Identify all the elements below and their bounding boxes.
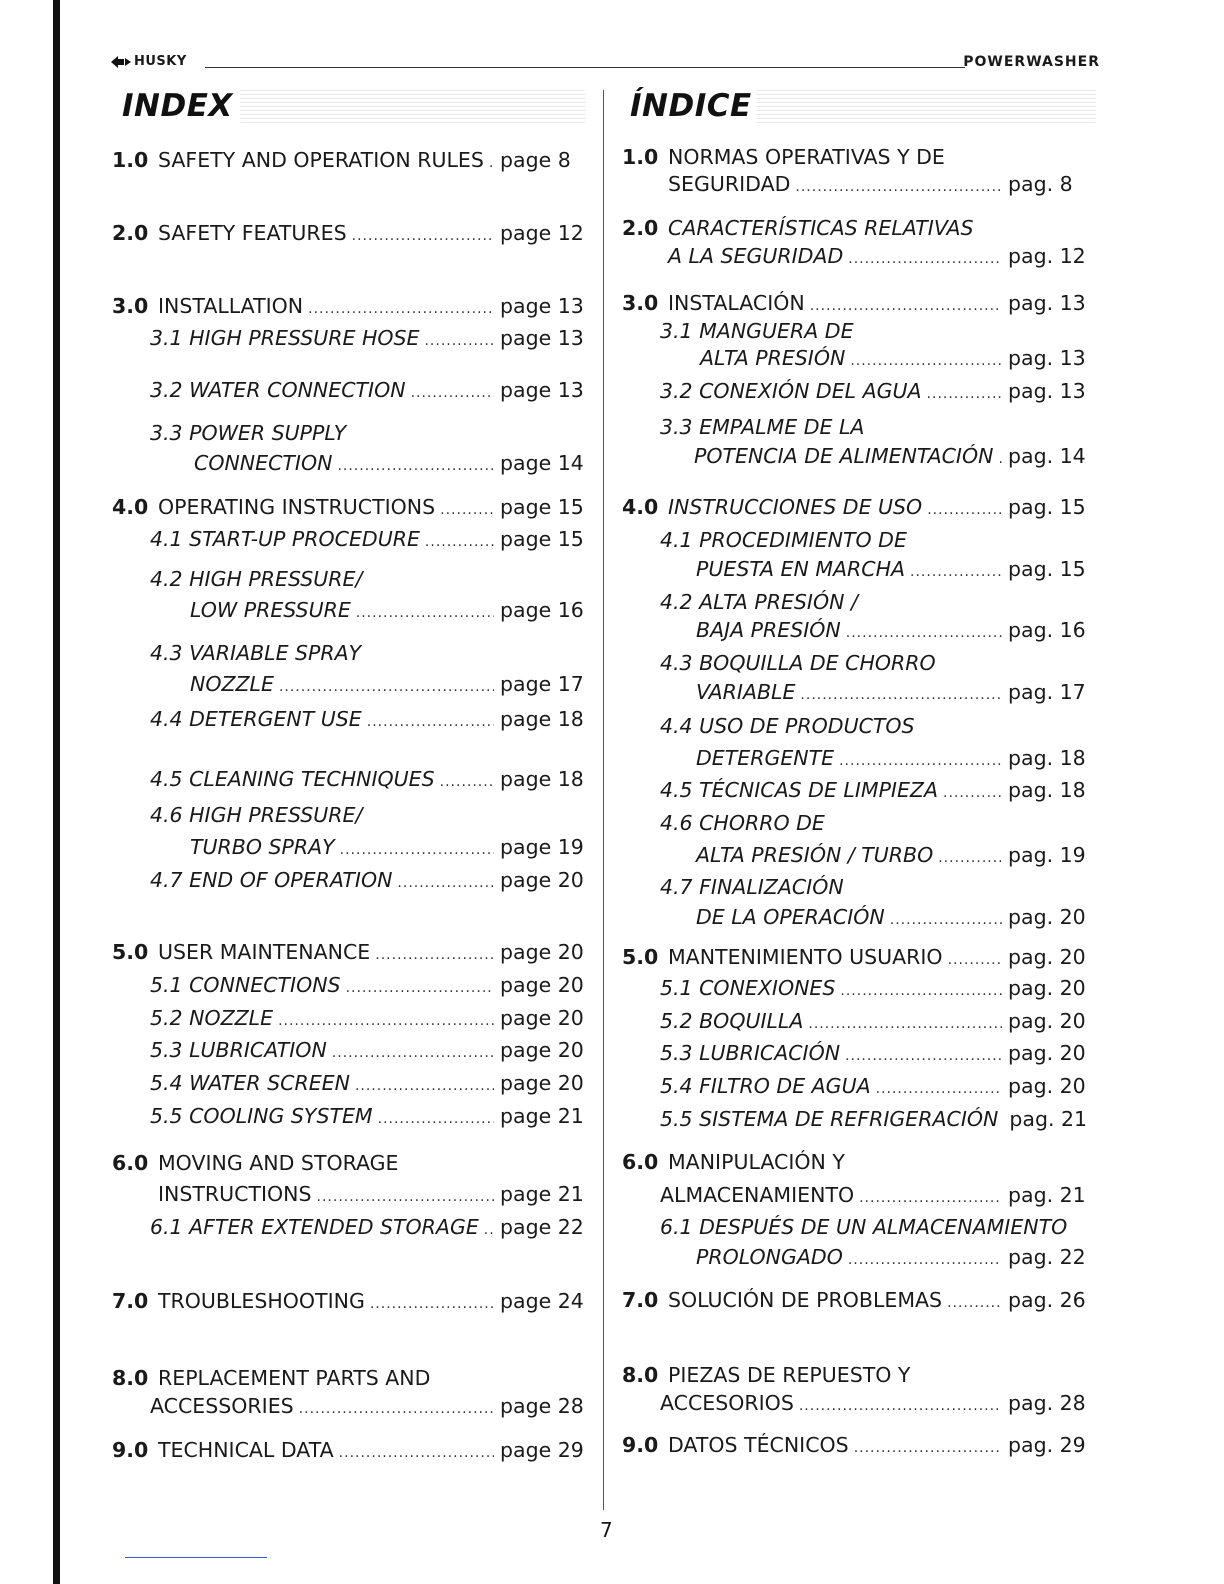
toc-entry	[622, 714, 1084, 738]
toc-entry	[112, 1151, 578, 1175]
toc-entry	[112, 378, 584, 405]
page-reference: pag. 15	[1008, 495, 1086, 519]
toc-entry	[112, 1289, 584, 1316]
dot-leader	[424, 329, 494, 353]
index-title: INDEX	[122, 88, 233, 124]
dot-leader	[317, 1185, 494, 1209]
toc-entry	[112, 940, 584, 967]
page-reference: page 21	[500, 1182, 584, 1206]
entry-title: USER MAINTENANCE	[158, 940, 371, 964]
page-reference: pag. 21	[1008, 1183, 1086, 1207]
entry-title: NORMAS OPERATIVAS Y DE	[668, 145, 945, 169]
section-number: 1.0	[112, 148, 149, 172]
entry-title: 3.1 HIGH PRESSURE HOSE	[150, 326, 420, 350]
dot-leader	[845, 1044, 1002, 1068]
toc-entry	[112, 1394, 584, 1421]
entry-title: INSTALACIÓN	[668, 291, 805, 315]
page-reference: pag. 8	[1008, 172, 1073, 196]
page-reference: page 15	[500, 527, 584, 551]
dot-leader	[367, 710, 494, 734]
page-reference: pag. 29	[1008, 1433, 1086, 1457]
entry-title: BAJA PRESIÓN	[696, 618, 841, 642]
entry-title: TECHNICAL DATA	[158, 1438, 334, 1462]
entry-title: 5.3 LUBRICATION	[150, 1038, 327, 1062]
entry-title: DETERGENTE	[696, 746, 835, 770]
dot-leader	[378, 1107, 494, 1131]
dot-leader	[799, 1394, 1002, 1418]
entry-title: 4.7 FINALIZACIÓN	[660, 875, 844, 899]
toc-entry	[622, 945, 1084, 972]
dot-leader	[810, 294, 1002, 318]
page-reference: pag. 20	[1008, 1009, 1086, 1033]
entry-title: MOVING AND STORAGE	[158, 1151, 399, 1175]
brand-name: HUSKY	[134, 54, 187, 69]
toc-entry	[112, 294, 584, 321]
entry-title: 3.1 MANGUERA DE	[660, 319, 854, 343]
entry-title: DE LA OPERACIÓN	[696, 905, 885, 929]
toc-entry	[622, 1150, 1084, 1174]
page-reference: page 13	[500, 378, 584, 402]
dot-leader	[848, 1248, 1002, 1272]
page-reference: pag. 20	[1008, 1041, 1086, 1065]
page-reference: page 20	[500, 973, 584, 997]
toc-entry	[622, 291, 1084, 318]
section-number: 2.0	[622, 216, 659, 240]
entry-title: POTENCIA DE ALIMENTACIÓN	[694, 444, 994, 468]
toc-entry	[112, 1104, 584, 1131]
entry-title: 4.4 DETERGENT USE	[150, 707, 362, 731]
dot-leader	[375, 943, 494, 967]
binding-edge-line	[53, 0, 60, 1584]
indice-title: ÍNDICE	[630, 88, 752, 124]
page-reference: pag. 16	[1008, 618, 1086, 642]
page-reference: pag. 21	[1009, 1107, 1088, 1131]
page-reference: page 19	[500, 835, 584, 859]
dot-leader	[370, 1292, 494, 1316]
dot-leader	[927, 382, 1002, 406]
toc-entry	[622, 811, 1084, 835]
dot-leader	[337, 454, 494, 478]
dot-leader	[854, 1436, 1002, 1460]
toc-entry	[622, 1363, 1084, 1387]
dot-leader	[299, 1397, 494, 1421]
toc-entry	[622, 1009, 1084, 1036]
dot-leader	[795, 175, 1002, 199]
entry-title: REPLACEMENT PARTS AND	[158, 1366, 431, 1390]
page-reference: page 20	[500, 940, 584, 964]
toc-entry	[112, 767, 584, 794]
toc-entry	[622, 495, 1084, 522]
section-number: 8.0	[622, 1363, 659, 1387]
page-reference: page 20	[500, 868, 584, 892]
dot-leader	[308, 297, 494, 321]
entry-title: OPERATING INSTRUCTIONS	[158, 495, 436, 519]
entry-title: 5.2 BOQUILLA	[660, 1009, 804, 1033]
section-number: 9.0	[112, 1438, 149, 1462]
toc-entry	[622, 145, 1084, 169]
page-reference: pag. 20	[1008, 1074, 1086, 1098]
toc-entry	[622, 1288, 1084, 1315]
dot-leader	[998, 447, 1002, 471]
entry-title: 5.5 SISTEMA DE REFRIGERACIÓN	[660, 1107, 999, 1131]
entry-title: 4.2 HIGH PRESSURE/	[150, 567, 363, 591]
dot-leader	[927, 498, 1002, 522]
dot-leader	[800, 683, 1002, 707]
page-reference: pag. 12	[1008, 244, 1086, 268]
page-reference: page 22	[500, 1215, 584, 1239]
section-number: 6.0	[112, 1151, 149, 1175]
entry-title: MANIPULACIÓN Y	[668, 1150, 845, 1174]
entry-title: 3.2 CONEXIÓN DEL AGUA	[660, 379, 922, 403]
entry-title: 4.6 CHORRO DE	[660, 811, 825, 835]
entry-title: 5.5 COOLING SYSTEM	[150, 1104, 373, 1128]
page-reference: page 20	[500, 1006, 584, 1030]
title-hatch-band	[756, 90, 1096, 124]
entry-title: CARACTERÍSTICAS RELATIVAS	[668, 216, 974, 240]
section-number: 8.0	[112, 1366, 149, 1390]
column-divider	[603, 90, 604, 1510]
entry-title: 5.3 LUBRICACIÓN	[660, 1041, 841, 1065]
product-name: POWERWASHER	[963, 54, 1100, 70]
entry-title: ALTA PRESIÓN	[700, 346, 846, 370]
entry-title: ACCESSORIES	[150, 1394, 294, 1418]
dot-leader	[425, 530, 494, 554]
toc-entry	[622, 528, 1084, 552]
toc-entry	[622, 319, 1084, 343]
page-reference: page 20	[500, 1071, 584, 1095]
entry-title: 6.1 DESPUÉS DE UN ALMACENAMIENTO	[660, 1215, 1068, 1239]
entry-title: TURBO SPRAY	[190, 835, 335, 859]
toc-entry	[112, 973, 584, 1000]
page-reference: pag. 22	[1008, 1245, 1086, 1269]
entry-title: 4.5 CLEANING TECHNIQUES	[150, 767, 435, 791]
dot-leader	[356, 601, 494, 625]
dot-leader	[440, 498, 494, 522]
page-reference: pag. 26	[1008, 1288, 1086, 1312]
section-number: 6.0	[622, 1150, 659, 1174]
toc-entry	[112, 1006, 584, 1033]
section-number: 5.0	[112, 940, 149, 964]
dot-leader	[440, 770, 494, 794]
toc-entry	[112, 1038, 584, 1065]
toc-entry	[622, 875, 1084, 899]
page-reference: page 12	[500, 221, 584, 245]
entry-title: SEGURIDAD	[668, 172, 791, 196]
section-number: 7.0	[622, 1288, 659, 1312]
page-reference: pag. 17	[1008, 680, 1086, 704]
dot-leader	[947, 1291, 1002, 1315]
toc-entry	[112, 868, 584, 895]
toc-entry	[622, 1215, 1084, 1239]
page-reference: pag. 18	[1008, 746, 1086, 770]
dot-leader	[910, 560, 1002, 584]
page-reference: page 14	[500, 451, 584, 475]
toc-entry	[112, 148, 578, 175]
indice-title-block	[622, 88, 1084, 132]
entry-title: 3.3 POWER SUPPLY	[150, 421, 347, 445]
section-number: 9.0	[622, 1433, 659, 1457]
entry-title: 5.2 NOZZLE	[150, 1006, 274, 1030]
toc-entry	[622, 1391, 1084, 1418]
dot-leader	[943, 781, 1002, 805]
section-number: 4.0	[622, 495, 659, 519]
dot-leader	[876, 1077, 1002, 1101]
toc-entry	[112, 326, 584, 353]
dot-leader	[938, 846, 1002, 870]
section-number: 4.0	[112, 495, 149, 519]
toc-entry	[622, 843, 1084, 870]
index-title-block	[112, 88, 578, 132]
dot-leader	[839, 749, 1002, 773]
dot-leader	[484, 1218, 494, 1242]
toc-entry	[622, 379, 1084, 406]
page-header	[110, 52, 1100, 74]
toc-entry	[112, 1215, 584, 1242]
toc-entry	[112, 527, 584, 554]
toc-entry	[622, 244, 1084, 271]
dot-leader	[850, 349, 1002, 373]
entry-title: ALTA PRESIÓN / TURBO	[696, 843, 934, 867]
page-reference: page 15	[500, 495, 584, 519]
page-reference: page 8	[500, 148, 571, 172]
entry-title: 4.1 PROCEDIMIENTO DE	[660, 528, 907, 552]
page-reference: page 29	[500, 1438, 584, 1462]
page-reference: page 20	[500, 1038, 584, 1062]
dot-leader	[332, 1041, 494, 1065]
toc-entry	[112, 835, 584, 862]
toc-entry	[622, 976, 1084, 1003]
entry-title: PIEZAS DE REPUESTO Y	[668, 1363, 911, 1387]
entry-title: PUESTA EN MARCHA	[696, 557, 906, 581]
brand-logo	[110, 54, 187, 69]
toc-entry	[622, 651, 1084, 675]
page-reference: pag. 20	[1008, 976, 1086, 1000]
page-reference: pag. 13	[1008, 379, 1086, 403]
toc-entry	[622, 216, 1084, 240]
entry-title: CONNECTION	[194, 451, 333, 475]
dot-leader	[808, 1012, 1002, 1036]
dot-leader	[411, 381, 494, 405]
entry-title: INSTRUCCIONES DE USO	[668, 495, 923, 519]
toc-entry	[622, 618, 1084, 645]
dot-leader	[279, 675, 494, 699]
page-reference: pag. 13	[1008, 346, 1086, 370]
dot-leader	[346, 976, 494, 1000]
toc-entry	[112, 1366, 578, 1390]
page-number: 7	[600, 1518, 613, 1542]
header-rule	[205, 67, 965, 68]
entry-title: 4.3 BOQUILLA DE CHORRO	[660, 651, 936, 675]
entry-title: ALMACENAMIENTO	[660, 1183, 855, 1207]
entry-title: 5.1 CONEXIONES	[660, 976, 836, 1000]
entry-title: TROUBLESHOOTING	[158, 1289, 365, 1313]
entry-title: 4.2 ALTA PRESIÓN /	[660, 590, 858, 614]
toc-entry	[622, 557, 1084, 584]
section-number: 5.0	[622, 945, 659, 969]
entry-title: 5.1 CONNECTIONS	[150, 973, 341, 997]
dot-leader	[840, 979, 1002, 1003]
section-number: 3.0	[112, 294, 149, 318]
title-hatch-band	[240, 90, 586, 124]
page-reference: page 16	[500, 598, 584, 622]
dot-leader	[890, 908, 1002, 932]
toc-entry	[112, 803, 578, 827]
dot-leader	[339, 1441, 494, 1465]
toc-entry	[622, 1183, 1084, 1210]
dot-leader	[848, 247, 1002, 271]
entry-title: SAFETY FEATURES	[158, 221, 347, 245]
toc-entry	[112, 598, 584, 625]
page-reference: pag. 14	[1008, 444, 1086, 468]
dot-leader	[489, 151, 494, 175]
toc-entry	[112, 707, 584, 734]
toc-entry	[622, 778, 1084, 805]
page-reference: pag. 19	[1008, 843, 1086, 867]
page-reference: page 17	[500, 672, 584, 696]
toc-entry	[622, 1041, 1084, 1068]
page-reference: pag. 13	[1008, 291, 1086, 315]
dot-leader	[278, 1009, 494, 1033]
entry-title: INSTALLATION	[158, 294, 304, 318]
dot-leader	[397, 871, 494, 895]
toc-entry	[112, 495, 584, 522]
page-reference: pag. 20	[1008, 945, 1086, 969]
entry-title: SAFETY AND OPERATION RULES	[158, 148, 484, 172]
page-reference: page 24	[500, 1289, 584, 1313]
entry-title: 5.4 FILTRO DE AGUA	[660, 1074, 871, 1098]
toc-entry	[112, 567, 578, 591]
page-reference: page 28	[500, 1394, 584, 1418]
toc-entry	[622, 905, 1084, 932]
page-reference: page 13	[500, 326, 584, 350]
entry-title: SOLUCIÓN DE PROBLEMAS	[668, 1288, 943, 1312]
dot-leader	[948, 948, 1002, 972]
entry-title: VARIABLE	[696, 680, 796, 704]
section-number: 1.0	[622, 145, 659, 169]
toc-entry	[622, 1245, 1084, 1272]
entry-title: 3.3 EMPALME DE LA	[660, 415, 865, 439]
page-reference: pag. 20	[1008, 905, 1086, 929]
toc-entry	[622, 1107, 1088, 1134]
section-number: 7.0	[112, 1289, 149, 1313]
toc-entry	[622, 346, 1084, 373]
entry-title: 3.2 WATER CONNECTION	[150, 378, 406, 402]
entry-title: 4.5 TÉCNICAS DE LIMPIEZA	[660, 778, 938, 802]
page-reference: page 13	[500, 294, 584, 318]
toc-entry	[112, 421, 578, 445]
entry-title: 4.6 HIGH PRESSURE/	[150, 803, 363, 827]
entry-title: DATOS TÉCNICOS	[668, 1433, 849, 1457]
section-number: 3.0	[622, 291, 659, 315]
toc-entry	[622, 415, 1084, 439]
toc-entry	[622, 444, 1084, 471]
toc-entry	[112, 221, 584, 248]
toc-entry	[112, 641, 578, 665]
entry-title: 5.4 WATER SCREEN	[150, 1071, 350, 1095]
husky-logo-icon	[110, 55, 132, 69]
entry-title: PROLONGADO	[696, 1245, 843, 1269]
page-reference: pag. 18	[1008, 778, 1086, 802]
dot-leader	[352, 224, 494, 248]
entry-title: 4.1 START-UP PROCEDURE	[150, 527, 420, 551]
toc-entry	[622, 680, 1084, 707]
page-reference: page 18	[500, 767, 584, 791]
toc-entry	[622, 1074, 1084, 1101]
toc-entry	[622, 172, 1084, 199]
dot-leader	[355, 1074, 494, 1098]
page-reference: page 18	[500, 707, 584, 731]
entry-title: 4.3 VARIABLE SPRAY	[150, 641, 362, 665]
toc-entry	[112, 451, 584, 478]
page-reference: pag. 28	[1008, 1391, 1086, 1415]
toc-entry	[112, 672, 584, 699]
spanish-index-column	[622, 88, 1088, 1457]
entry-title: INSTRUCTIONS	[158, 1182, 312, 1206]
toc-entry	[112, 1071, 584, 1098]
toc-entry	[112, 1438, 584, 1465]
entry-title: MANTENIMIENTO USUARIO	[668, 945, 943, 969]
dot-leader	[846, 621, 1002, 645]
toc-entry	[622, 1433, 1084, 1460]
dot-leader	[859, 1186, 1002, 1210]
english-index-column	[112, 88, 584, 1462]
page-reference: page 21	[500, 1104, 584, 1128]
entry-title: 4.7 END OF OPERATION	[150, 868, 393, 892]
entry-title: NOZZLE	[190, 672, 274, 696]
entry-title: 6.1 AFTER EXTENDED STORAGE	[150, 1215, 479, 1239]
toc-entry	[622, 590, 1084, 614]
dot-leader	[340, 838, 494, 862]
section-number: 2.0	[112, 221, 149, 245]
page-reference: pag. 15	[1008, 557, 1086, 581]
toc-entry	[112, 1182, 584, 1209]
footer-link-line	[125, 1557, 267, 1558]
entry-title: LOW PRESSURE	[190, 598, 351, 622]
entry-title: 4.4 USO DE PRODUCTOS	[660, 714, 915, 738]
entry-title: A LA SEGURIDAD	[668, 244, 844, 268]
entry-title: ACCESORIOS	[660, 1391, 794, 1415]
toc-entry	[622, 746, 1084, 773]
